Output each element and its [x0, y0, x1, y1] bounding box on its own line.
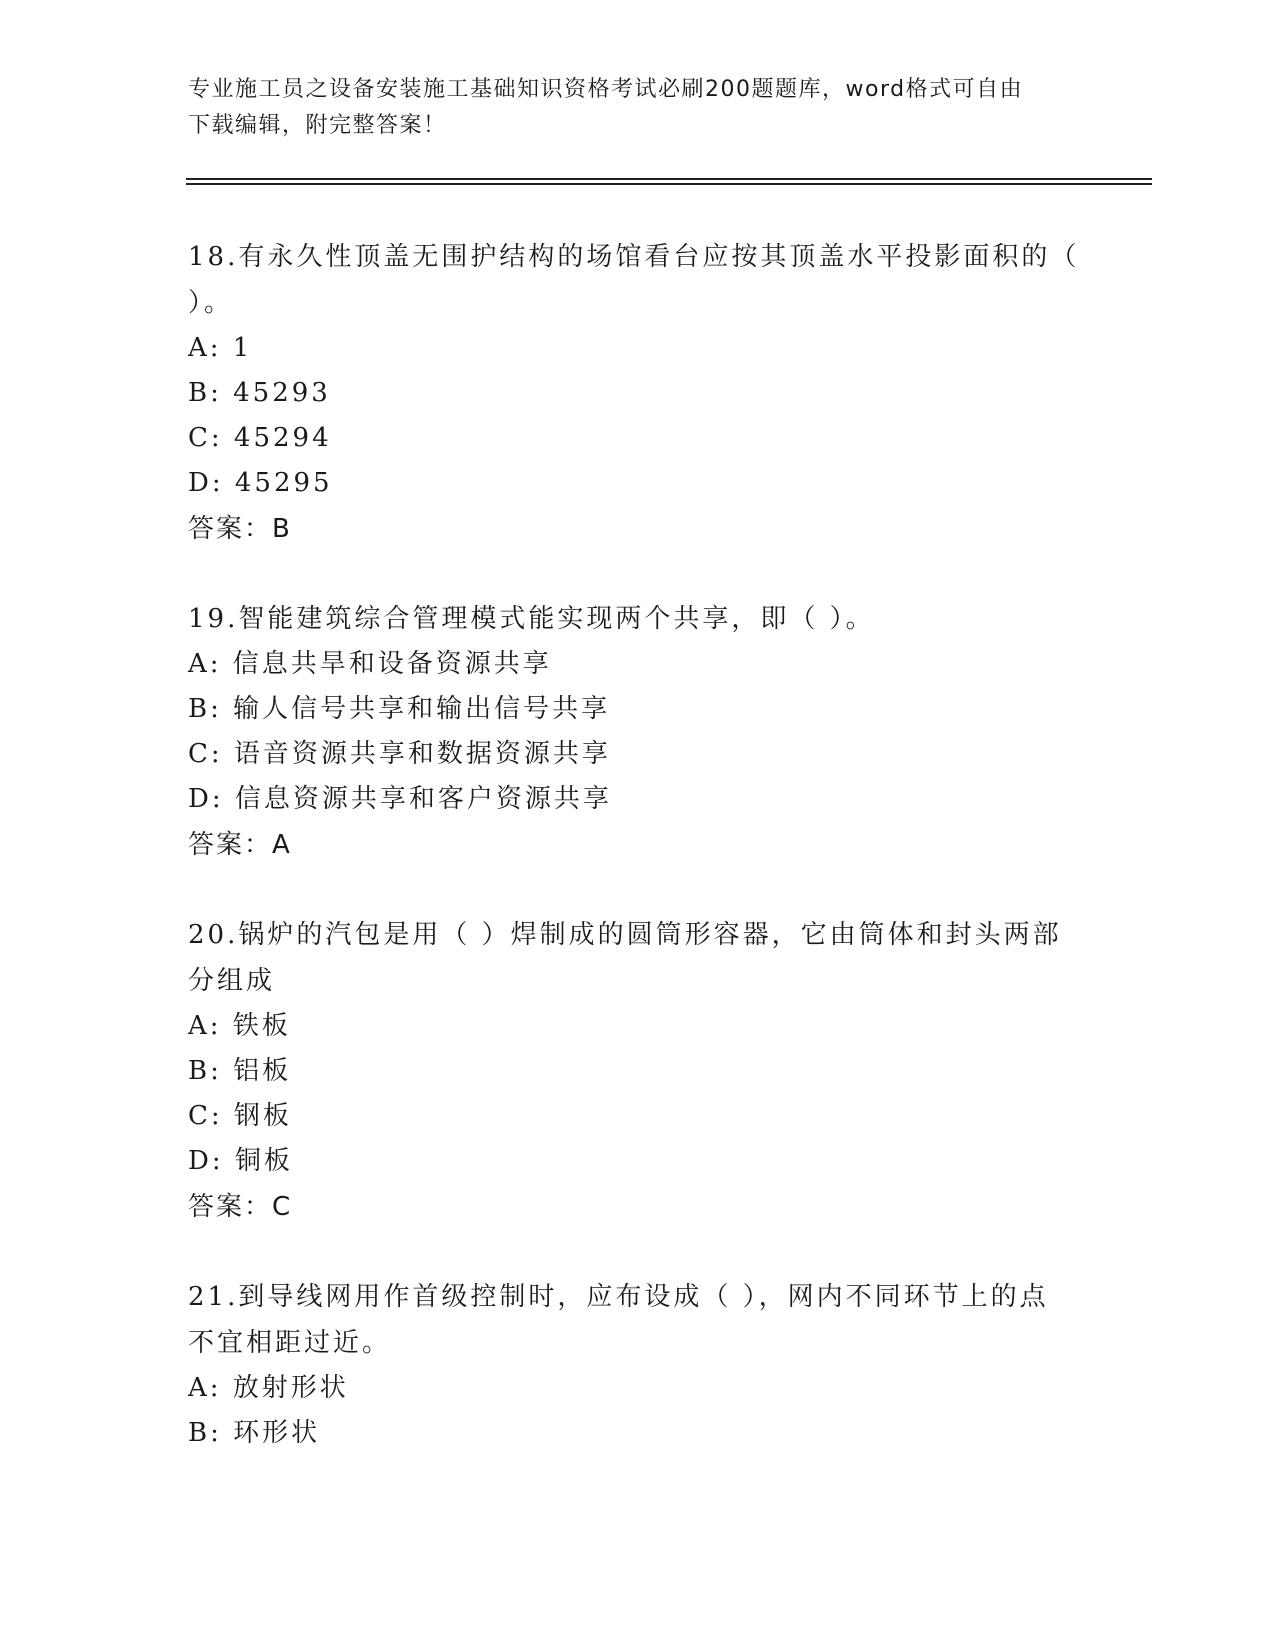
option-c: C: 语音资源共享和数据资源共享	[188, 739, 611, 769]
question-list	[188, 234, 1088, 1500]
question-19	[188, 596, 1088, 868]
answer-line: 答案：A	[188, 830, 292, 860]
header-divider-bottom	[186, 183, 1152, 185]
option-c: C: 45294	[188, 423, 332, 453]
option-b: B: 45293	[188, 378, 331, 408]
header-line-2: 下载编辑，附完整答案！	[188, 113, 447, 138]
header-divider-top	[186, 178, 1152, 180]
question-21	[188, 1274, 1088, 1456]
option-a: A: 1	[188, 333, 253, 363]
question-text-line: 不宜相距过近。	[188, 1328, 392, 1358]
option-a: A: 铁板	[188, 1011, 291, 1041]
answer-line: 答案：C	[188, 1192, 293, 1222]
header-line-1: 专业施工员之设备安装施工基础知识资格考试必刷200题题库，word格式可自由	[188, 77, 1024, 102]
option-b: B: 环形状	[188, 1418, 321, 1448]
option-d: D: 铜板	[188, 1146, 293, 1176]
question-text-line: 21.到导线网用作首级控制时，应布设成（ ），网内不同环节上的点	[188, 1282, 1049, 1312]
answer-line: 答案：B	[188, 514, 292, 544]
question-text-line: 20.锅炉的汽包是用（ ）焊制成的圆筒形容器，它由筒体和封头两部	[188, 920, 1062, 950]
option-d: D: 信息资源共享和客户资源共享	[188, 784, 612, 814]
document-header	[188, 72, 1068, 144]
option-b: B: 铝板	[188, 1056, 292, 1086]
option-b: B: 输人信号共享和输出信号共享	[188, 694, 611, 724]
option-a: A: 放射形状	[188, 1373, 349, 1403]
question-text-line: 18.有永久性顶盖无围护结构的场馆看台应按其顶盖水平投影面积的（	[188, 242, 1080, 272]
option-d: D: 45295	[188, 468, 333, 498]
question-18	[188, 234, 1088, 552]
option-a: A: 信息共旱和设备资源共享	[188, 649, 552, 679]
question-20	[188, 912, 1088, 1230]
question-text-line: ）。	[188, 288, 234, 318]
question-text-line: 19.智能建筑综合管理模式能实现两个共享，即（ ）。	[188, 604, 875, 634]
option-c: C: 钢板	[188, 1101, 292, 1131]
question-text-line: 分组成	[188, 966, 276, 996]
